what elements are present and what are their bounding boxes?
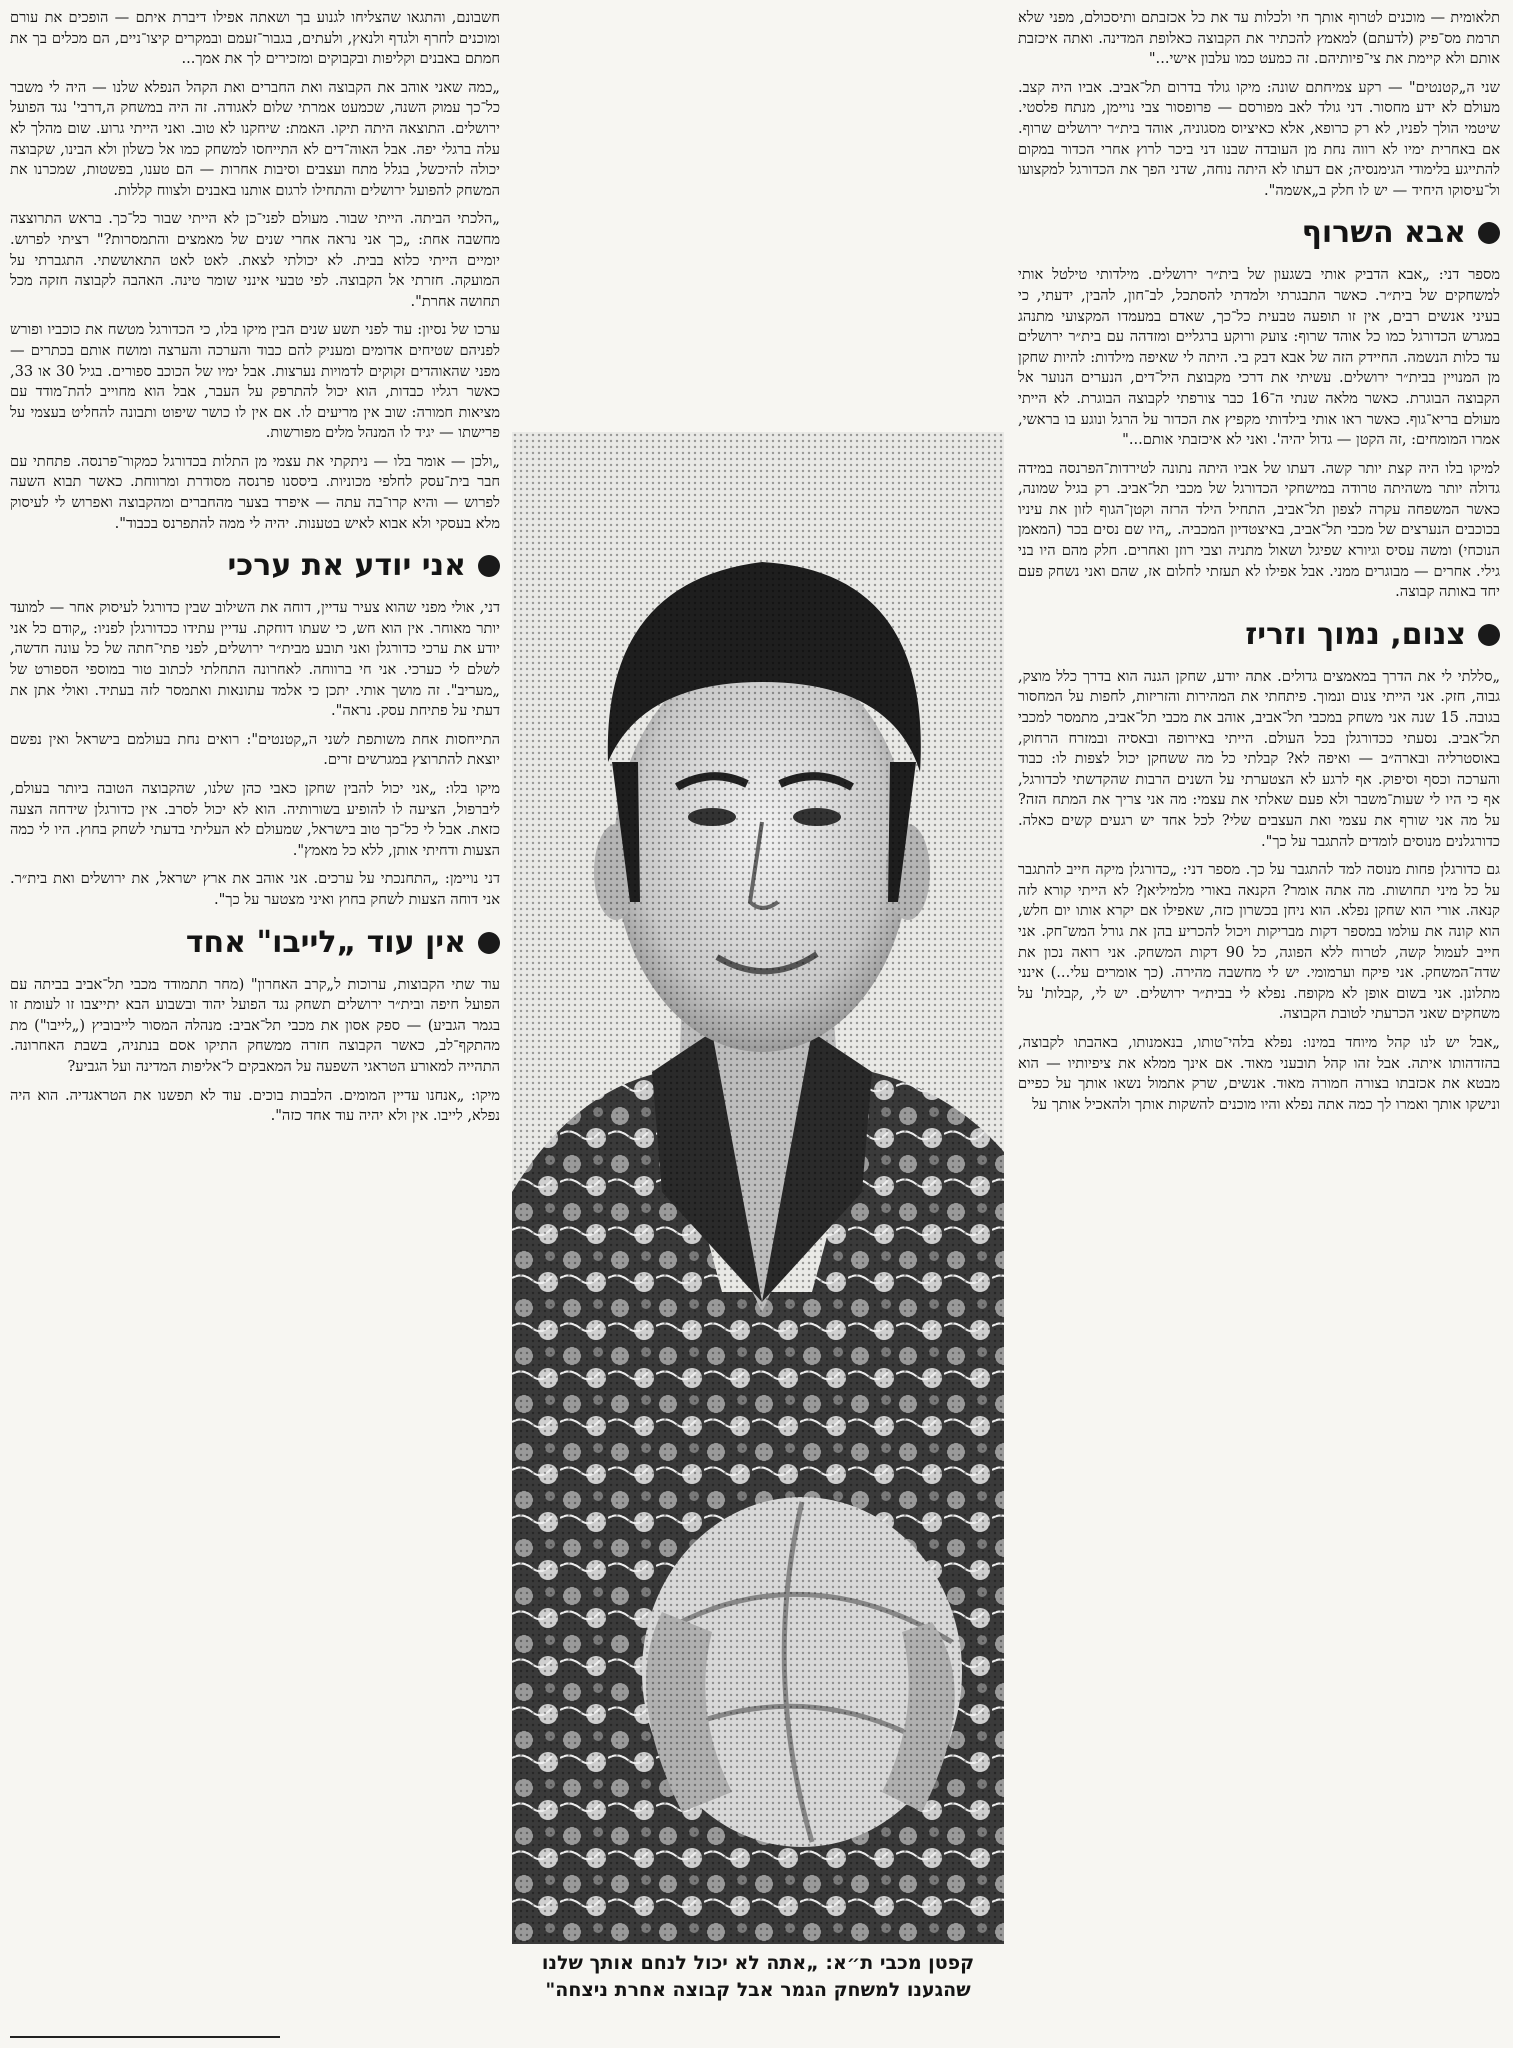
paragraph: חשבונם, והתגאו שהצליחו לגנוע בך ושאתה אפילו דיברת איתם — הופכים את עורם ומוכנים לחרף ולגדף ולנאץ, ולעתים, בגבור־זעמם ובמקרים קיצו־ניים, הם מכלים בך את חמתם באבנים וקליפות ובקבוקים ומזכירים לך את אמך... [10, 9, 500, 68]
bullet-icon [478, 932, 500, 954]
section-heading [1018, 617, 1500, 653]
paragraph: „כמה שאני אוהב את הקבוצה ואת החברים ואת הקהל הנפלא שלנו — היה לי משבר כל־כך עמוק השנה, שכמעט אמרתי שלום לאגודה. זה היה במשחק ה,דרבי' נגד הפועל ירושלים. התוצאה היתה תיקו. האמת: שיחקנו לא טוב. ואני הייתי גרוע. שום מהלך לא עלה ברגלי יפה. אבל האוה־דים לא התייחסו למשחק כמו אל כשלון ולא הבינו, שקבוצה יכולה להיכשל, בגלל מתח ועצבים וסיבות אחרות — הם טענו, בפשטות, שמכרנו את המשחק להפועל ירושלים והתחילו לרגום אותנו באבנים ולצווח קללות. [10, 78, 500, 199]
bullet-icon [1478, 222, 1500, 244]
paragraph: מספר דני: „אבא הדביק אותי בשגעון של בית״ר ירושלים. מילדותי טילטל אותי למשחקים של בית״ר. כאשר התבגרתי ולמדתי להסתכל, לב־חון, להבין, ידעתי, כי בעיני אנשים רבים, אין זו תופעה טבעית כל־כך, שאדם במעמדו המקצועי מתנהג במגרש הכדורגל כמו כל אוהד שרוף: צועק ורוקע ברגליים ומזדהה עם בית״ר ירושלים עד כלות הנשמה. החיידק הזה של אבא דבק בי. היתה לי שאיפה מילדות: להיות שחקן מן המנויין בבית״ר ירושלים. עשיתי את דרכי מקבוצת היל־דים, הנערים הנוער אל הקבוצה הבוגרת. כאשר מלאה שנתי ה־16 כבר צורפתי לקבוצה הבוגרת. לא הייתי מעולם בריא־גוף. כאשר ראו אותי בילדותי מקפיץ את הכדור על הרגל ונוגע בו בראשי, אמרו המומחים: ,זה הקטן — גדול יהיה'. ואני לא איכזבתי אותם..." [1018, 266, 1500, 449]
section-heading-text: אבא השרוף [1301, 215, 1466, 251]
section-heading [1018, 215, 1500, 251]
paragraph: „סללתי לי את הדרך במאמצים גדולים. אתה יודע, שחקן הגנה הוא בדרך כלל מוצק, גבוה, חזק. אני הייתי צנום ונמוך. פיתחתי את המהירות והזריזות, לחפות על המחסור בגובה. 15 שנה אני משחק במכבי תל־אביב, אוהב את מכבי תל־אביב, מתמסר למכבי תל־אביב. נסעתי ככדורגלן בכל העולם. הייתי באירופה ובאסיה ובמזרח הרחוק, באוסטרליה ובארה״ב — ואיפה לא? קבלתי כל מה ששחקן יכול לצפות לו: כבוד והערכה וכסף וסיפוק. אף לרגע לא הצטערתי על השנים הרבות שהקדשתי לכדורגל, אף כי היו לי שעות־משבר ולא פעם שאלתי את עצמי: מה אני צריך את המתח הזה? על מה אני שורף את עצמי ואת העצבים שלי? לכל אחד יש רגעים קשים כאלה. כדורגלנים מנוסים לומדים להתגבר על כך". [1018, 667, 1500, 850]
paragraph: ערכו של נסיון: עוד לפני תשע שנים הבין מיקו בלו, כי הכדורגל מטשח את כוכביו ופורש לפניהם שטיחים אדומים ומעניק להם כבוד והערכה והערצה ומושח אותם בכתרים — מפני שהאוהדים זקוקים לדמויות נערצות. אבל ימיו של הכוכב ספורים. בגיל 30 או 33, כאשר רגליו כבדות, הוא יכול להתרפק על העבר, אבל הוא מחוייב להת־מודד עם מציאות חמורה: שוב אין מריעים לו. אם אין לו כושר שיפוט ותבונה להחליט בעצמי על פרישתו — יגיד לו המנהל מלים מפורשות. [10, 321, 500, 442]
section-heading-text: צנום, נמוך וזריז [1245, 616, 1466, 652]
paragraph: „אבל יש לנו קהל מיוחד במינו: נפלא בלהי־טותו, בנאמנותו, באהבתו לקבוצה, בהזדהותו איתה. אבל זהו קהל תובעני מאוד. אם אינך ממלא את ציפיותיו — הוא מבטא את אכזבתו בצורה חמורה מאוד. אנשים, שרק אתמול נשאו אותך על כפיים ונישקו אותך ואמרו לך כמה אתה נפלא והיו מוכנים להשקות אותך ולהאכיל אותך על [1018, 1033, 1500, 1113]
paragraph: „הלכתי הביתה. הייתי שבור. מעולם לפני־כן לא הייתי שבור כל־כך. בראש התרוצצה מחשבה אחת: „כך אני נראה אחרי שנים של מאמצים והתמסרות?" רציתי לפרוש. יומיים הייתי כלוא בבית. לא יכולתי לצאת. לאט לאט התאוששתי. התגברתי על המועקה. חזרתי אל הקבוצה. לפי טבעי אינני שומר טינה. האהבה לקבוצה חזקה מכל תחושה אחרת". [10, 210, 500, 310]
paragraph: מיקו בלו: „אני יכול להבין שחקן כאבי כהן שלנו, שהקבוצה הטובה ביותר בעולם, ליברפול, הציעה לו להופיע בשורותיה. הוא לא יכול לסרב. אין כדורגלן שידחה הצעה כזאת. אבל לי כל־כך טוב בישראל, שמעולם לא העליתי בדעתי לשחק בחוץ. היו לי כמה הצעות ודחיתי אותן, ללא כל מאמץ". [10, 780, 500, 859]
photo-caption: קפטן מכבי ת״א: „אתה לא יכול לנחם אותך שלנו שהגענו למשחק הגמר אבל קבוצה אחרת ניצחה" [541, 1952, 975, 2001]
left-article-column [10, 8, 500, 2044]
section-heading [10, 548, 500, 584]
paragraph: למיקו בלו היה קצת יותר קשה. דעתו של אביו היתה נתונה לטירדות־הפרנסה במידה גדולה יותר משהיתה טרודה במישחקי הכדורגל של מכבי תל־אביב. רק בגיל שמונה, כאשר המשפחה עקרה לצפון תל־אביב, התחיל הילד הרזה וקטן־הגוף לזון את עיניו בכוכבים הנערצים של מכבי תל־אביב, באיצטדיון המכביה. „היו שם נסים בכר (המאמן הנוכחי) ומשה עסיס וגיורא שפיגל ושאול מתניה וצבי רוזן ואחרים. חלק מהם היו בני גילי. אחרים — מבוגרים ממני. אבל אפילו לא תעזתי לחלום אז, שהם ואני נשחק פעם יחד באותה קבוצה. [1018, 459, 1500, 601]
paragraph: „ולכן — אומר בלו — ניתקתי את עצמי מן התלות בכדורגל כמקור־פרנסה. פתחתי עם חבר בית־עסק לחלפי מכוניות. ביססנו פרנסה מסודרת ומרווחת. כאשר תבוא השעה לפרוש — והיא קרו־בה עתה — איפרד בצער מהחברים ומהקבוצה ואפרוש לי לעיסוק מלא בעסקי ולא אבוא לאיש בטענות. יהיה לי ממה להתפרנס בכבוד". [10, 452, 500, 532]
bullet-icon [1478, 624, 1500, 646]
paragraph: עוד שתי הקבוצות, ערוכות ל„קרב האחרון" (מחר תתמודד מכבי תל־אביב בביתה עם הפועל חיפה ובית״ר ירושלים תשחק נגד הפועל יהוד ובשבוע הבא יתייצבו זו לעומת זו בגמר הגביע) — ספק אסון את מכבי תל־אביב: מנהלה המסור לייבוביץ („לייבו") מת מהתקף־לב, כאשר הקבוצה חזרה ממשחק התיקו אסם בנתניה, בשבת האחרונה. התהייה למאורע הטראגי השפעה על המאבקים ל־אליפות המדינה ועל הגביע? [10, 975, 500, 1075]
bullet-icon [478, 555, 500, 577]
paragraph: מיקו: „אנחנו עדיין המומים. הלבבות בוכים. עוד לא תפשנו את הטראגדיה. הוא היה נפלא, לייבו. אין ולא יהיה עוד אחד כזה". [10, 1086, 500, 1125]
section-heading-text: אני יודע את ערכי [227, 548, 466, 584]
section-heading-text: אין עוד „לייבו" אחד [185, 924, 466, 960]
paragraph: דני נויימן: „התחנכתי על ערכים. אני אוהב את ארץ ישראל, את ירושלים ואת בית״ר. אני דוחה הצעות לשחק בחוץ ואיני מצטער על כך". [10, 870, 500, 908]
paragraph: גם כדורגלן פחות מנוסה למד להתגבר על כך. מספר דני: „כדורגלן מיקה חייב להתגבר על כל מיני תחושות. מה אתה אומר? הקנאה באורי מלמיליאן? לא הייתי קורא לזה קנאה. אורי הוא שחקן נפלא. הוא ניחן בכשרון כזה, שאפילו אם יקרא אותו יום חלש, הוא קונה את עולמו במספר דקות מבריקות ויכול להכריע בהן את גורל המש־חק. אני חייב לעמול קשה, לטרוח ללא הפוגה, כל 90 דקות המשחק. אני רואה נכון את שדה־המשחק. אני פיקח וערמומי. יש לי מחשבה מהירה. (כך אומרים עלי...) אינני מתלונן. אני בשום אופן לא מקופח. נפלא לי בבית״ר ירושלים. יש לי, ,קבלות' על משחקים שאני הכרעתי לטובת הקבוצה. [1018, 861, 1500, 1023]
portrait-photo [512, 432, 1004, 1944]
section-heading [10, 925, 500, 961]
right-article-column [1018, 8, 1500, 2044]
paragraph: התייחסות אחת משותפת לשני ה„קטנטים": רואים נחת בעולמם בישראל ואין נפשם יוצאת להתרוצץ במגרשים זרים. [10, 730, 500, 769]
paragraph: דני, אולי מפני שהוא צעיר עדיין, דוחה את השילוב שבין כדורגל לעיסוק אחר — למועד יותר מאוחר. אין הוא חש, כי שעתו דוחקת. עדיין עתידו ככדורגלן לפניו: „קודם כל אני יודע את ערכי כדורגלן ואני תובע מבית״ר ירושלים, לפני פתי־חתה של כל עונה חדשה, לשלם לי כערכי. אני חי ברווחה. לאחרונה התחלתי לכתוב טור במוספי הספורט של „מעריב". זה מושך אותי. יתכן כי אלמד עתונאות ואתמסר לזה בעתיד. ואולי אתן את דעתי על פתיחת עסק. נראה". [10, 599, 500, 720]
paragraph: שני ה„קטנטים" — רקע צמיחתם שונה: מיקו גולד בדרום תל־אביב. אביו היה קצב. מעולם לא ידע מחסור. דני גולד לאב מפורסם — פרופסור צבי נויימן, מנתח פלסטי. שיטמי הולך לפניו, לא רק כרופא, אלא כאיציוס מסגוניה, אוהד בית״ר ירושלים שרוף. אם באחרית ימיו לא רווה נחת מן העובדה שבנו דני ביכר לרוץ אחרי הכדור במקום להתייגע בלימודי הגימנסיה; אם דעתו לא היתה נוחה, שדני הפך את הכדורגל למקצועו ול־עיסוקו היחיד — יש לו חלק ב„אשמה". [1018, 78, 1500, 199]
paragraph: תלאומית — מוכנים לטרוף אותך חי ולכלות עד את כל אכזבתם ותיסכולם, מפני שלא תרמת מס־פיק (לדעתם) למאמץ להכתיר את הקבוצה כאלופת המדינה. ואתה איכזבת אותם ולא קיימת את צי־פיותיהם. זה כמעט כמו עלבון אישי..." [1018, 9, 1500, 68]
portrait-photo-icon [512, 432, 1004, 1944]
end-rule [10, 2036, 280, 2038]
